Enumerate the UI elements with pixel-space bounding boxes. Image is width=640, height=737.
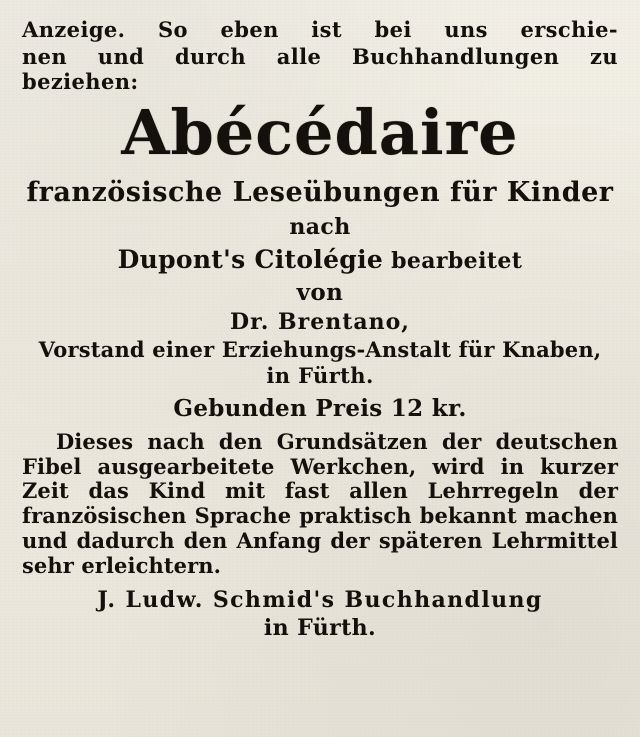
intro-text-1: So eben ist bei uns erschie- bbox=[157, 17, 618, 42]
von-label: von bbox=[296, 279, 344, 307]
source-work-title: Dupont's Citolégie bbox=[117, 245, 384, 275]
kicker-label: Anzeige. bbox=[22, 17, 126, 42]
description-block bbox=[22, 430, 618, 579]
price-line: Gebunden Preis 12 kr. bbox=[173, 394, 467, 422]
source-work-line bbox=[22, 245, 618, 275]
description-line-3: Zeit das Kind mit fast allen Lehrregeln der bbox=[22, 478, 618, 504]
author-name: Dr. Brentano, bbox=[230, 309, 410, 336]
author-role: Vorstand einer Erziehungs-Anstalt für Knaben, bbox=[38, 337, 602, 363]
subtitle: französische Leseübungen für Kinder bbox=[26, 177, 614, 209]
page-title: Abécédaire bbox=[121, 96, 519, 170]
author-place: in Fürth. bbox=[266, 362, 374, 388]
advertisement-body bbox=[22, 18, 618, 642]
intro-line-2: nen und durch alle Buchhandlungen zu beziehen: bbox=[22, 43, 618, 94]
description-line-4: französischen Sprache praktisch bekannt machen bbox=[22, 503, 618, 529]
description-line-6: sehr erleichtern. bbox=[22, 552, 222, 578]
description-line-1 bbox=[22, 430, 618, 455]
intro-line-1 bbox=[22, 18, 618, 43]
publisher-name: J. Ludw. Schmid's Buchhandlung bbox=[97, 587, 543, 614]
nach-label: nach bbox=[289, 214, 351, 241]
description-text-1: Dieses nach den Grundsätzen der deutschen bbox=[56, 428, 618, 454]
publisher-place: in Fürth. bbox=[263, 615, 377, 642]
source-work-suffix: bearbeitet bbox=[391, 248, 523, 275]
description-line-2: Fibel ausgearbeitete Werkchen, wird in kurzer bbox=[22, 453, 618, 479]
description-line-5: und dadurch den Anfang der späteren Lehrmittel bbox=[22, 527, 618, 553]
